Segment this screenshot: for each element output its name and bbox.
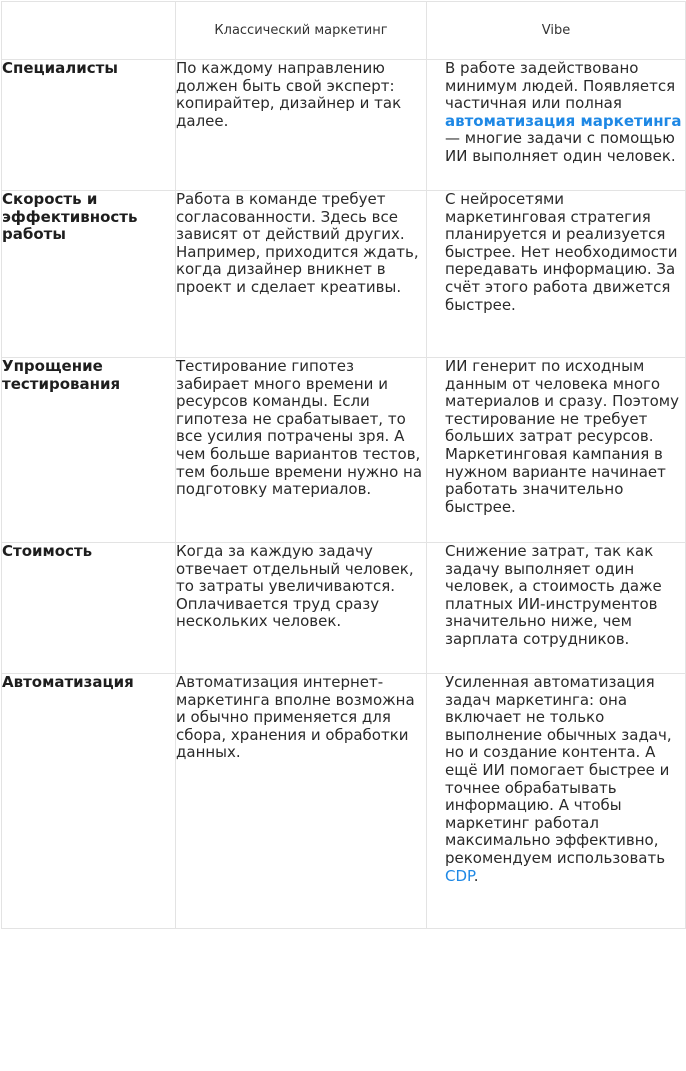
marketing-automation-link[interactable]: автоматизация маркетинга (445, 111, 682, 130)
vibe-text-after: . (473, 866, 479, 885)
row-label-speed: Скорость и эффективность работы (2, 191, 176, 358)
vibe-text-before: В работе задействовано минимум людей. Появляется частичная или полная (445, 59, 676, 113)
table-row (2, 358, 686, 543)
vibe-cell (427, 60, 686, 191)
table-row (2, 674, 686, 929)
vibe-text-after: — многие задачи с помощью ИИ выполняет один человек. (445, 129, 676, 165)
table-header-row (2, 2, 686, 60)
vibe-text-before: Усиленная автоматизация задач маркетинга: она включает не только выполнение обычных задач, но и создание контента. А ещё ИИ помогает быстрее и точнее обрабатывать информацию. А чтобы маркетинг работал максимально эффективно, рекомендуем использовать (445, 673, 672, 867)
classic-cell: Автоматизация интернет-маркетинга вполне возможна и обычно применяется для сбора, хранения и обработки данных. (176, 674, 427, 929)
header-empty-cell (2, 2, 176, 60)
row-label-specialists: Специалисты (2, 60, 176, 191)
row-label-automation: Автоматизация (2, 674, 176, 929)
vibe-cell: Снижение затрат, так как задачу выполняет один человек, а стоимость даже платных ИИ-инструментов значительно ниже, чем зарплата сотрудников. (427, 543, 686, 674)
header-classic-marketing: Классический маркетинг (176, 2, 427, 60)
classic-cell: По каждому направлению должен быть свой эксперт: копирайтер, дизайнер и так далее. (176, 60, 427, 191)
comparison-table (1, 1, 686, 929)
classic-cell: Когда за каждую задачу отвечает отдельный человек, то затраты увеличиваются. Оплачивается труд сразу нескольких человек. (176, 543, 427, 674)
table-row (2, 543, 686, 674)
row-label-cost: Стоимость (2, 543, 176, 674)
vibe-cell (427, 674, 686, 929)
classic-cell: Тестирование гипотез забирает много времени и ресурсов команды. Если гипотеза не срабатывает, то все усилия потрачены зря. А чем больше вариантов тестов, тем больше времени нужно на подготовку материалов. (176, 358, 427, 543)
vibe-cell: С нейросетями маркетинговая стратегия планируется и реализуется быстрее. Нет необходимости передавать информацию. За счёт этого работа движется быстрее. (427, 191, 686, 358)
header-vibe: Vibe (427, 2, 686, 60)
vibe-cell: ИИ генерит по исходным данным от человека много материалов и сразу. Поэтому тестирование не требует больших затрат ресурсов. Маркетинговая кампания в нужном варианте начинает работать значительно быстрее. (427, 358, 686, 543)
row-label-testing: Упрощение тестирования (2, 358, 176, 543)
table-row (2, 191, 686, 358)
classic-cell: Работа в команде требует согласованности. Здесь все зависят от действий других. Например, приходится ждать, когда дизайнер вникнет в проект и сделает креативы. (176, 191, 427, 358)
cdp-link[interactable]: CDP (445, 866, 474, 885)
table-row (2, 60, 686, 191)
